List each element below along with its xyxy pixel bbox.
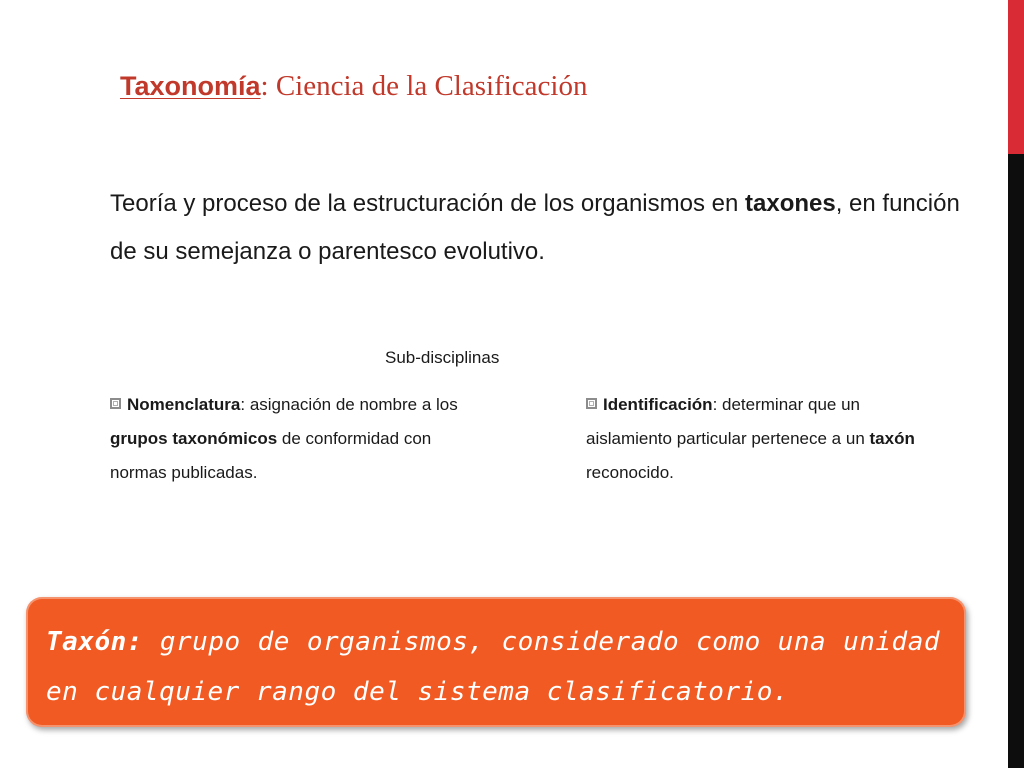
callout-term: Taxón: bbox=[46, 627, 143, 657]
definition-paragraph bbox=[110, 180, 990, 276]
identificacion-term: Identificación bbox=[603, 395, 713, 414]
nomenclatura-term: Nomenclatura bbox=[127, 395, 241, 414]
callout-text bbox=[46, 617, 940, 717]
callout-definition: grupo de organismos, considerado como una unidad en cualquier rango del sistema clasificatorio. bbox=[46, 627, 940, 707]
nomenclatura-text-1: : asignación de nombre a los bbox=[240, 395, 458, 414]
slide-title bbox=[120, 70, 587, 103]
nomenclatura-bold-phrase: grupos taxonómicos bbox=[110, 429, 278, 448]
edge-accent-black-bar bbox=[1008, 154, 1024, 768]
definition-text-end: , en función de su semejanza o parentesco evolutivo. bbox=[110, 190, 960, 265]
title-subtitle: : Ciencia de la Clasificación bbox=[260, 70, 588, 102]
identificacion-text-2: reconocido. bbox=[586, 463, 674, 482]
subdiscipline-nomenclatura bbox=[110, 388, 480, 490]
nomenclatura-text-2: de conformidad con normas publicadas. bbox=[110, 429, 432, 482]
subdisciplines-heading: Sub-disciplinas bbox=[385, 348, 500, 367]
square-bullet-icon bbox=[110, 398, 121, 409]
square-bullet-icon bbox=[586, 398, 597, 409]
identificacion-bold-phrase: taxón bbox=[869, 429, 915, 448]
subdiscipline-identificacion bbox=[586, 388, 926, 490]
definition-bold-term: taxones bbox=[745, 190, 836, 217]
definition-text-start: Teoría y proceso de la estructuración de los organismos en bbox=[110, 190, 746, 217]
title-term: Taxonomía bbox=[120, 71, 261, 101]
identificacion-text-1: : determinar que un aislamiento particular pertenece a un bbox=[586, 395, 870, 448]
definition-callout-box bbox=[26, 597, 966, 727]
edge-accent-red-bar bbox=[1008, 0, 1024, 154]
